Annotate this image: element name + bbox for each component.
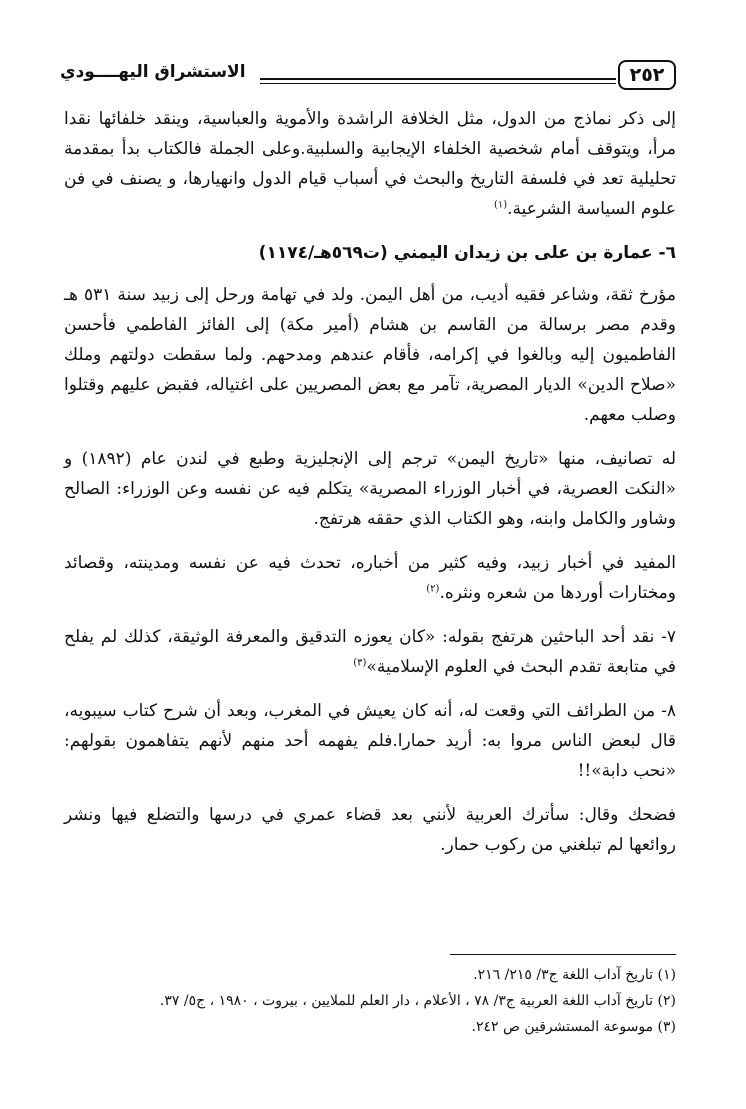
footnotes — [64, 962, 676, 1040]
header-rule-thin — [260, 83, 616, 84]
footnote-2: (٢) تاريخ آداب اللغة العربية ج٣/ ٧٨ ، الأعلام ، دار العلم للملايين ، بيروت ، ١٩٨٠ ، ج٥/ ٣٧. — [159, 993, 676, 1009]
footnote-separator — [450, 954, 676, 955]
paragraph-6: ٨- من الطرائف التي وقعت له، أنه كان يعيش في المغرب، وبعد أن شرح كتاب سيبويه، قال لبعض الناس مروا به: أريد حمارا.فلم يفهمه أحد منهم لأنهم يتفاهمون بقولهم: «نحب دابة»!! — [64, 701, 676, 781]
page-header — [60, 58, 676, 88]
header-rule — [260, 78, 616, 80]
footnote-1: (١) تاريخ آداب اللغة ج٣/ ٢١٥/ ٢١٦. — [473, 967, 676, 983]
footnote-3: (٣) موسوعة المستشرقين ص ٢٤٢. — [471, 1019, 676, 1035]
paragraph-4 — [64, 548, 676, 608]
footnote-ref-1: (١) — [493, 199, 508, 211]
paragraph-1 — [64, 104, 676, 224]
page-body — [64, 104, 676, 874]
paragraph-4-text: المفيد في أخبار زبيد، وفيه كثير من أخباره، تحدث فيه عن نفسه ومدينته، وقصائد ومختارات أوردها من شعره ونثره. — [64, 553, 676, 603]
paragraph-2: مؤرخ ثقة، وشاعر فقيه أديب، من أهل اليمن. ولد في تهامة ورحل إلى زبيد سنة ٥٣١ هـ وقدم مصر برسالة من القاسم بن هشام (أمير مكة) إلى الفائز الفاطمي فأحسن الفاطميون إليه وبالغوا في إكرامه، فأقام عندهم ومدحهم. ولما سقطت دولتهم وملك «صلاح الدين» الديار المصرية، تآمر مع بعض المصريين على اغتياله، فقبض عليهم وقتلوا وصلب معهم. — [64, 285, 676, 425]
footnote-ref-3: (٣) — [353, 657, 367, 669]
paragraph-1-text: إلى ذكر نماذج من الدول، مثل الخلافة الراشدة والأموية والعباسية، وينقد خلفائها نقدا مرأ، ويتوقف أمام شخصية الخلفاء الإيجابية والسلبية.وعلى الجملة فالكتاب بدأ بمقدمة تحليلية تعد في فلسفة التاريخ والبحث في أسباب قيام الدول وانهيارها، و يصنف في فن علوم السياسة الشرعية. — [64, 109, 676, 219]
paragraph-5-text: ٧- نقد أحد الباحثين هرتفج بقوله: «كان يعوزه التدقيق والمعرفة الوثيقة، كذلك لم يفلح في متابعة تقدم البحث في العلوم الإسلامية» — [64, 627, 676, 677]
page-number: ٢٥٢ — [618, 60, 676, 90]
footnote-ref-2: (٢) — [426, 583, 440, 595]
section-heading-6: ٦- عمارة بن على بن زيدان اليمني (ت٥٦٩هـ/١١٧٤) — [258, 243, 676, 263]
paragraph-3: له تصانيف، منها «تاريخ اليمن» ترجم إلى الإنجليزية وطبع في لندن عام (١٨٩٢) و «النكت العصرية، في أخبار الوزراء المصرية» يتكلم فيه عن نفسه وعن الوزراء: الصالح وشاور والكامل وابنه، وهو الكتاب الذي حققه هرتفج. — [64, 449, 677, 529]
paragraph-7: فضحك وقال: سأترك العربية لأنني بعد قضاء عمري في درسها والتضلع فيها ونشر روائعها لم تبلغني من ركوب حمار. — [64, 805, 676, 855]
paragraph-5 — [64, 622, 676, 682]
running-title: الاستشراق اليهــــودي — [60, 62, 246, 82]
